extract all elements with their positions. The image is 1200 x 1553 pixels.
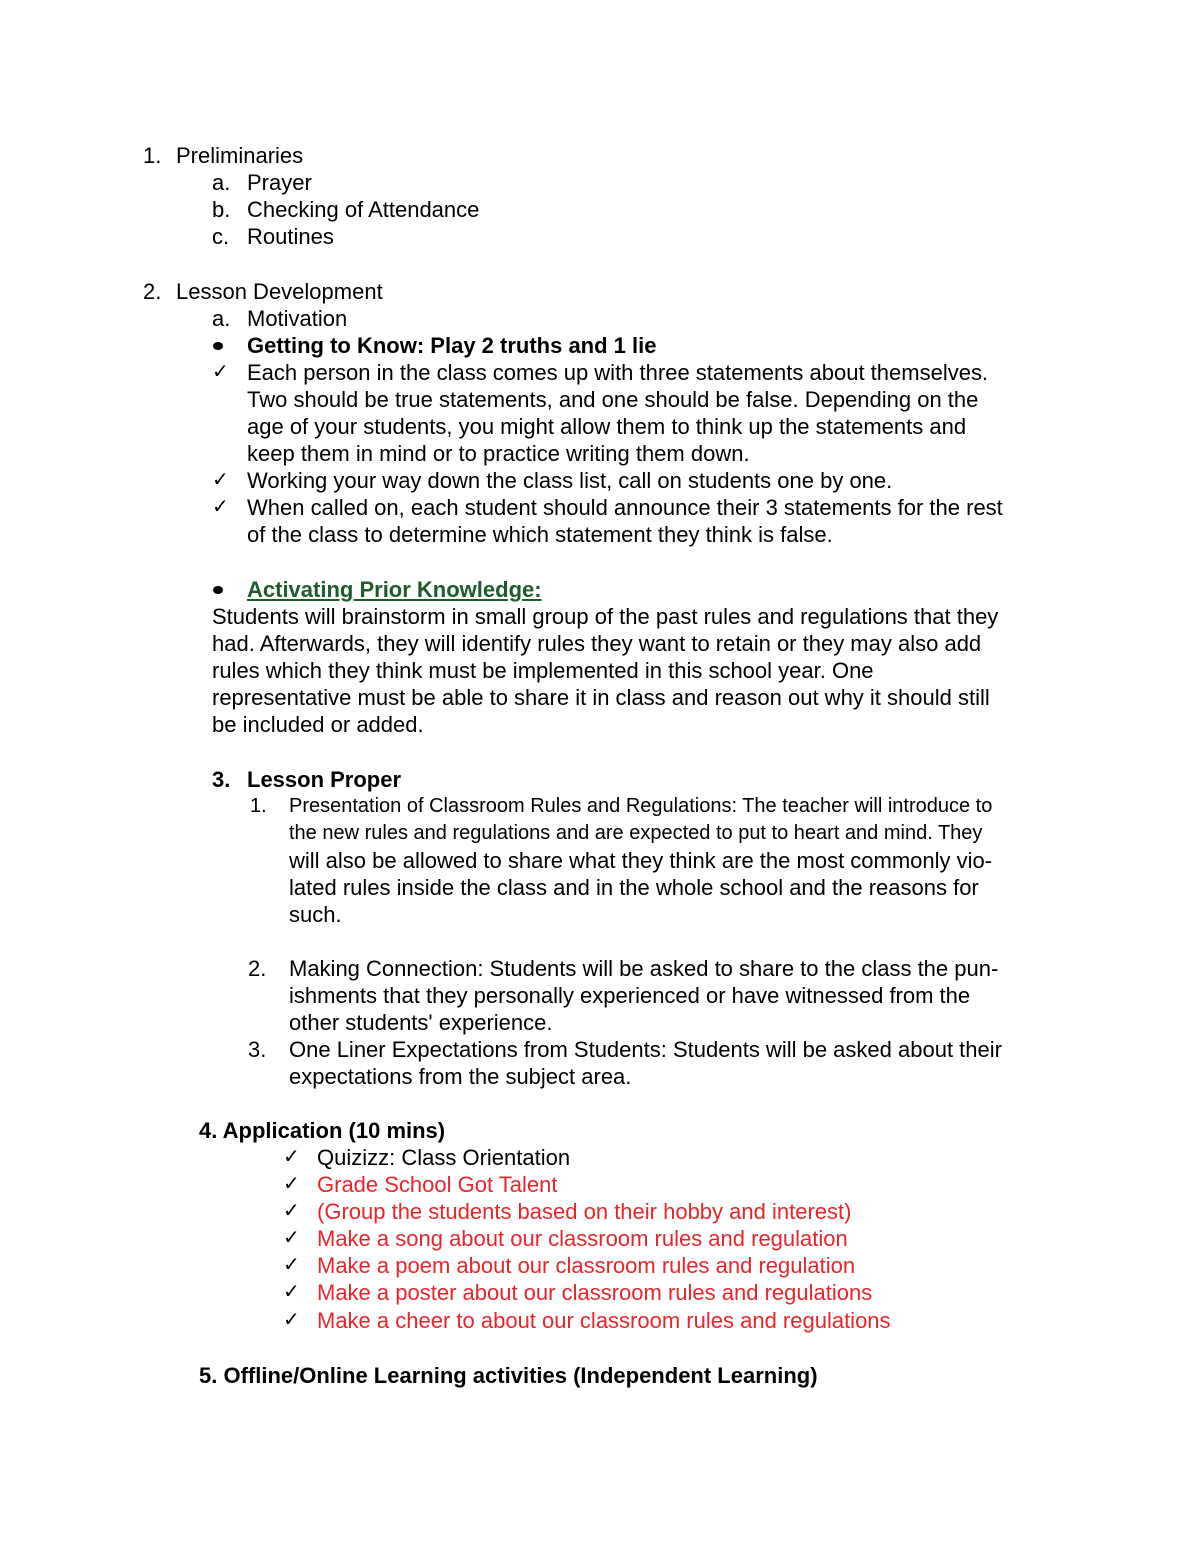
section2-sub-text: Motivation xyxy=(247,306,348,331)
application-item: Grade School Got Talent xyxy=(317,1172,558,1197)
section1-item-marker: c. xyxy=(212,224,230,249)
check-line: Each person in the class comes up with three statements about themselves. xyxy=(247,360,989,385)
section2-number: 2. xyxy=(143,279,162,304)
application-item: (Group the students based on their hobby and interest) xyxy=(317,1199,852,1224)
checkmark-icon: ✓ xyxy=(283,1200,300,1222)
section2-title: Lesson Development xyxy=(176,279,383,304)
section3-line: will also be allowed to share what they think are the most commonly vio- xyxy=(289,848,993,873)
checkmark-icon: ✓ xyxy=(212,469,229,491)
application-item: Make a poster about our classroom rules and regulations xyxy=(317,1280,873,1305)
check-line: When called on, each student should announce their 3 statements for the rest xyxy=(247,495,1003,520)
activating-line: be included or added. xyxy=(212,712,424,737)
section5-title: 5. Offline/Online Learning activities (Independent Learning) xyxy=(199,1363,818,1388)
checkmark-icon: ✓ xyxy=(283,1309,300,1331)
activating-line: Students will brainstorm in small group of the past rules and regulations that they xyxy=(212,604,999,629)
section3-line: the new rules and regulations and are expected to put to heart and mind. They xyxy=(289,822,983,844)
section3-item-marker: 1. xyxy=(250,795,267,817)
activating-heading: Activating Prior Knowledge: xyxy=(247,577,542,602)
checkmark-icon: ✓ xyxy=(212,361,229,383)
checkmark-icon: ✓ xyxy=(283,1173,300,1195)
checkmark-icon: ✓ xyxy=(283,1227,300,1249)
section3-line: ishments that they personally experienced or have witnessed from the xyxy=(289,983,971,1008)
section1-title: Preliminaries xyxy=(176,143,304,168)
section1-number: 1. xyxy=(143,143,162,168)
activating-line: had. Afterwards, they will identify rules they want to retain or they may also add xyxy=(212,631,982,656)
checkmark-icon: ✓ xyxy=(283,1281,300,1303)
application-item: Make a song about our classroom rules and regulation xyxy=(317,1226,848,1251)
section1-item-text: Prayer xyxy=(247,170,312,195)
section1-item-text: Routines xyxy=(247,224,334,249)
check-line: keep them in mind or to practice writing them down. xyxy=(247,441,750,466)
section4-title: 4. Application (10 mins) xyxy=(199,1118,446,1143)
section3-line: lated rules inside the class and in the whole school and the reasons for xyxy=(289,875,979,900)
section3-title: Lesson Proper xyxy=(247,767,402,792)
section3-line: Making Connection: Students will be asked to share to the class the pun- xyxy=(289,956,999,981)
section3-line: expectations from the subject area. xyxy=(289,1064,632,1089)
section2-sub-marker: a. xyxy=(212,306,231,331)
getting-to-know-heading: Getting to Know: Play 2 truths and 1 lie xyxy=(247,333,657,358)
activating-line: representative must be able to share it in class and reason out why it should still xyxy=(212,685,990,710)
check-line: of the class to determine which statement they think is false. xyxy=(247,522,833,547)
bullet-icon xyxy=(213,342,223,350)
application-item: Make a cheer to about our classroom rules and regulations xyxy=(317,1308,891,1333)
check-line: age of your students, you might allow them to think up the statements and xyxy=(247,414,967,439)
check-line: Working your way down the class list, call on students one by one. xyxy=(247,468,893,493)
application-item: Quizizz: Class Orientation xyxy=(317,1145,571,1170)
section3-line: such. xyxy=(289,902,342,927)
section3-item-marker: 2. xyxy=(248,956,267,981)
section3-line: One Liner Expectations from Students: Students will be asked about their xyxy=(289,1037,1002,1062)
checkmark-icon: ✓ xyxy=(283,1146,300,1168)
activating-line: rules which they think must be implemented in this school year. One xyxy=(212,658,874,683)
section3-line: Presentation of Classroom Rules and Regulations: The teacher will introduce to xyxy=(289,795,993,817)
application-item: Make a poem about our classroom rules and regulation xyxy=(317,1253,856,1278)
section3-line: other students' experience. xyxy=(289,1010,553,1035)
section1-item-marker: a. xyxy=(212,170,231,195)
section1-item-text: Checking of Attendance xyxy=(247,197,480,222)
checkmark-icon: ✓ xyxy=(212,496,229,518)
checkmark-icon: ✓ xyxy=(283,1254,300,1276)
section3-number: 3. xyxy=(212,767,231,792)
section1-item-marker: b. xyxy=(212,197,231,222)
bullet-icon xyxy=(213,586,223,594)
check-line: Two should be true statements, and one should be false. Depending on the xyxy=(247,387,979,412)
section3-item-marker: 3. xyxy=(248,1037,267,1062)
